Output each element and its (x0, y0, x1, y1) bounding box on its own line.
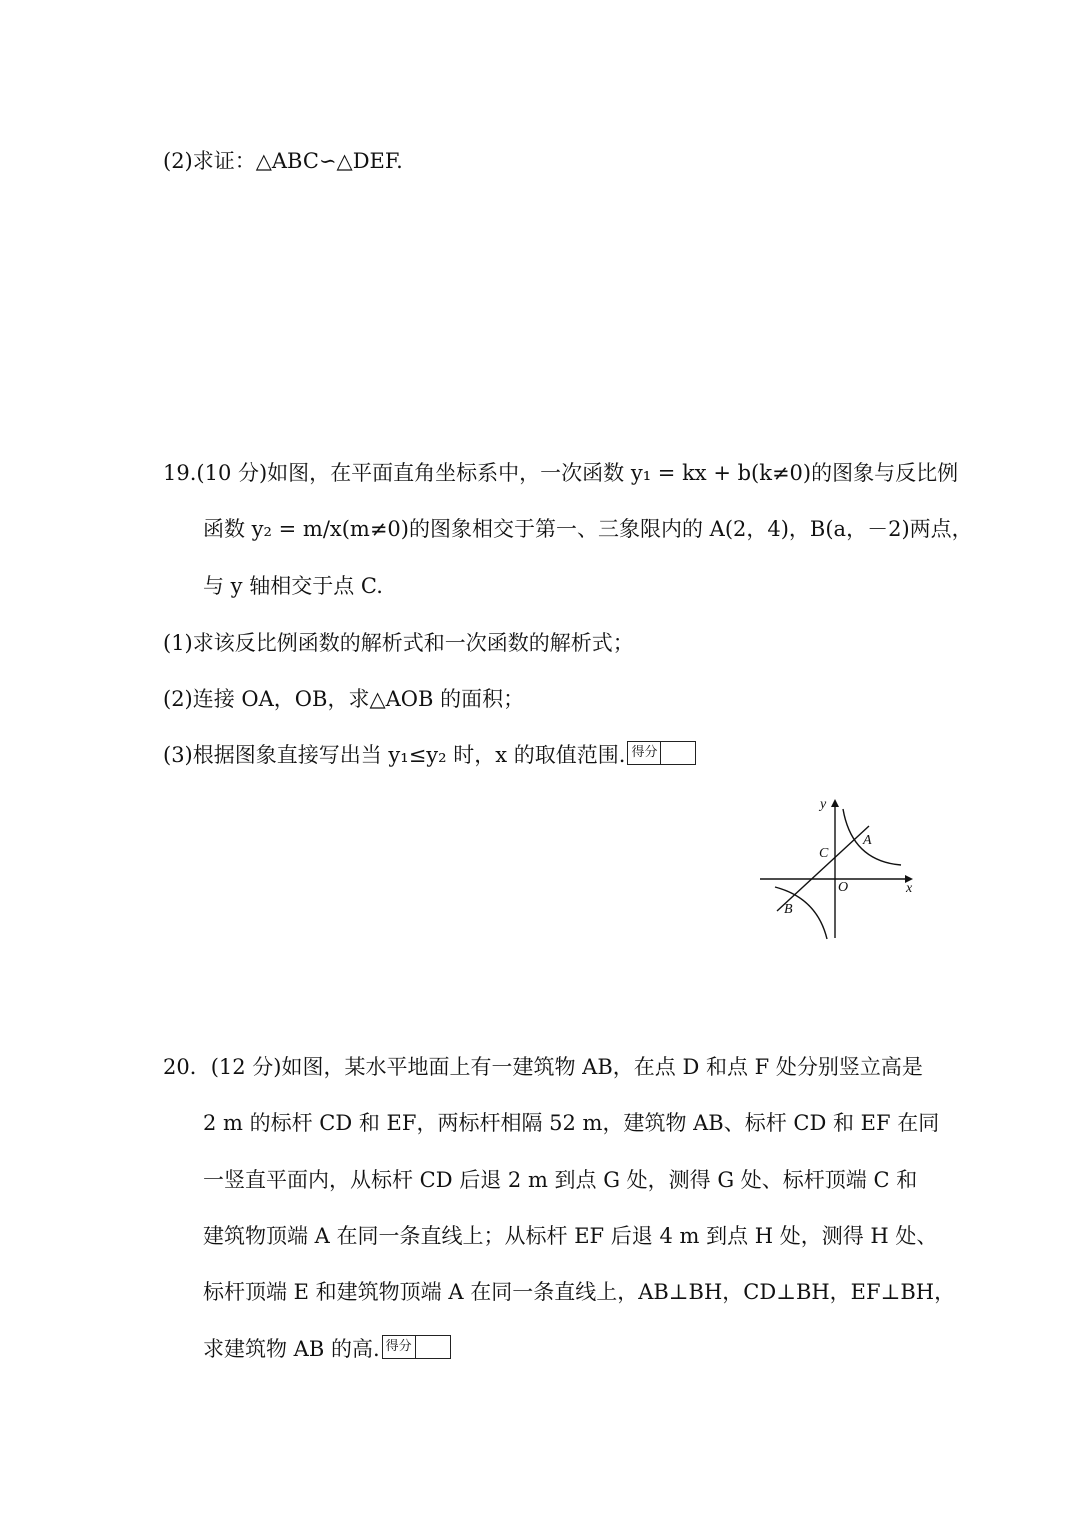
q18-part2: (2)求证：△ABC∽△DEF. (163, 149, 403, 173)
label-y: y (820, 797, 827, 812)
q19-statement-line2: 函数 y₂ = m/x(m≠0)的图象相交于第一、三象限内的 A(2，4)，B(a，－2)两点， (203, 517, 973, 541)
q20-statement-line4: 建筑物顶端 A 在同一条直线上；从标杆 EF 后退 4 m 到点 H 处，测得 H 处、 (203, 1224, 938, 1248)
label-x: x (906, 881, 913, 896)
linear-function-line (777, 826, 869, 911)
q20-statement-line5: 标杆顶端 E 和建筑物顶端 A 在同一条直线上，AB⊥BH，CD⊥BH，EF⊥BH， (203, 1280, 956, 1304)
q19-part1: (1)求该反比例函数的解析式和一次函数的解析式； (163, 631, 634, 655)
score-box[interactable] (627, 741, 696, 765)
hyperbola-branch-3 (775, 887, 827, 939)
label-O: O (838, 880, 849, 895)
q20-statement-line1: 20．(12 分)如图，某水平地面上有一建筑物 AB，在点 D 和点 F 处分别竖立高是 (163, 1055, 923, 1079)
y-axis-arrow (831, 799, 839, 807)
q20-statement-line6-row (203, 1335, 451, 1363)
q19-part2: (2)连接 OA，OB，求△AOB 的面积； (163, 687, 525, 711)
q20-statement-line3: 一竖直平面内，从标杆 CD 后退 2 m 到点 G 处，测得 G 处、标杆顶端 C 和 (203, 1168, 918, 1192)
q19-statement-line1: 19.(10 分)如图，在平面直角坐标系中，一次函数 y₁ = kx + b(k≠0)的图象与反比例 (163, 461, 959, 485)
score-label: 得分 (628, 742, 661, 764)
score-blank[interactable] (416, 1336, 450, 1358)
score-box[interactable] (382, 1335, 451, 1359)
label-C: C (819, 846, 829, 861)
q19-part3-row (163, 741, 696, 769)
score-label: 得分 (383, 1336, 416, 1358)
q20-statement-line6: 求建筑物 AB 的高. (203, 1337, 380, 1361)
score-blank[interactable] (661, 742, 695, 764)
hyperbola-branch-1 (843, 809, 901, 865)
q19-statement-line3: 与 y 轴相交于点 C. (203, 574, 383, 598)
q19-part3: (3)根据图象直接写出当 y₁≤y₂ 时，x 的取值范围. (163, 743, 626, 767)
q19-function-graph (755, 795, 925, 945)
q20-statement-line2: 2 m 的标杆 CD 和 EF，两标杆相隔 52 m，建筑物 AB、标杆 CD 和 EF 在同 (203, 1111, 940, 1135)
label-B: B (784, 902, 793, 917)
label-A: A (863, 833, 872, 848)
